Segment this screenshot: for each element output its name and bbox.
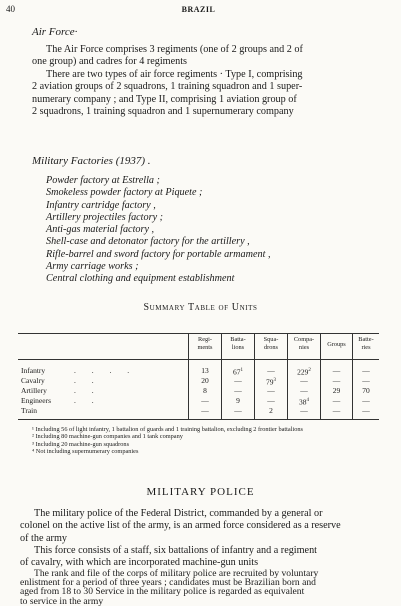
table-cell	[189, 407, 221, 415]
row-label: Engineers	[21, 396, 51, 405]
footnote: ³ Including 20 machine-gun squadrons	[32, 440, 130, 448]
column-header-line: drons	[264, 343, 278, 351]
table-cell	[321, 407, 352, 415]
list-item: Rifle-barrel and sword factory for portable armament ,	[46, 248, 271, 260]
text-line: to service in the army	[20, 596, 104, 606]
footnote-marker: 3	[273, 378, 276, 383]
list-item: Army carriage works ;	[46, 261, 139, 273]
text-line: one group) and cadres for 4 regiments	[32, 56, 188, 68]
text-line: This force consists of a staff, six battalions of infantry and a regiment	[34, 545, 318, 556]
table-cell	[288, 387, 320, 395]
column-header-batteries	[353, 336, 379, 351]
air-force-heading: Air Force·	[32, 26, 78, 38]
footnote-marker: 2	[308, 368, 311, 373]
leader-dots: . . . .	[74, 366, 137, 375]
cell-value: —	[201, 406, 209, 415]
military-police-paragraph-2	[20, 545, 388, 570]
cell-value: 29	[332, 386, 341, 395]
table-cell	[321, 367, 352, 375]
list-item: Central clothing and equipment establishment	[46, 273, 235, 285]
cell-value: —	[234, 406, 242, 415]
military-factories-heading: Military Factories (1937) .	[32, 155, 151, 167]
table-rule-header	[18, 359, 379, 360]
row-label: Infantry	[21, 366, 46, 375]
column-header-line: Batta-	[230, 336, 246, 343]
list-item: Anti-gas material factory ,	[46, 224, 155, 236]
air-force-paragraph-1	[32, 44, 390, 69]
military-police-heading: MILITARY POLICE	[146, 486, 255, 498]
cell-value: —	[201, 396, 209, 405]
table-cell	[189, 367, 221, 375]
table-cell	[255, 407, 287, 415]
table-cell	[255, 397, 287, 405]
cell-value: 9	[236, 396, 240, 405]
text-line: 2 aviation groups of 2 squadrons, 1 training squadron and 1 super-	[32, 81, 303, 93]
text-line: 2 squadrons, 1 training squadron and 1 supernumerary company	[32, 105, 294, 117]
leader-dots: . .	[74, 396, 101, 405]
table-cell	[353, 407, 379, 415]
table-cell	[353, 387, 379, 395]
table-footnotes	[32, 426, 387, 456]
column-header-squadrons	[255, 336, 287, 351]
leader-dots: . .	[74, 386, 101, 395]
column-header-line: nies	[298, 343, 310, 351]
column-header-companies	[288, 336, 320, 351]
page-number: 40	[6, 4, 15, 14]
cell-value: —	[332, 376, 341, 385]
leader-dots: . .	[74, 376, 101, 385]
cell-value: —	[267, 366, 275, 375]
row-label: Train	[21, 406, 37, 415]
row-label: Cavalry	[21, 376, 45, 385]
text-line: enlistment for a period of three years ; candidates must be Brazilian born and	[20, 578, 316, 588]
cell-value: —	[267, 386, 275, 395]
footnote: ² Including 80 machine-gun companies and 1 tank company	[32, 433, 183, 441]
text-line: The military police of the Federal District, commanded by a general or	[34, 508, 323, 519]
column-header-battalions	[222, 336, 254, 351]
cell-value: —	[300, 406, 308, 415]
column-header-line: Regi-	[198, 336, 212, 343]
cell-value: —	[300, 376, 308, 385]
text-line: The Air Force comprises 3 regiments (one of 2 groups and 2 of	[46, 44, 303, 55]
row-label: Artillery	[21, 386, 47, 395]
cell-value: —	[332, 406, 341, 415]
cell-value: 229	[297, 367, 309, 377]
table-cell	[189, 377, 221, 385]
cell-value: —	[300, 386, 308, 395]
table-cell	[222, 397, 254, 405]
table-cell	[321, 387, 352, 395]
table-cell	[189, 387, 221, 395]
cell-value: —	[362, 366, 370, 375]
table-cell	[222, 387, 254, 395]
table-cell	[353, 367, 379, 375]
cell-value: —	[362, 396, 370, 405]
table-cell	[255, 367, 287, 375]
cell-value: 8	[203, 386, 207, 395]
table-cell	[353, 377, 379, 385]
table-cell	[222, 377, 254, 385]
factory-list	[46, 175, 376, 286]
text-line: aged from 18 to 30 Service in the military police is regarded as equivalent	[20, 587, 305, 597]
column-header-regiments	[189, 336, 221, 351]
summary-table	[18, 333, 379, 419]
table-cell	[288, 377, 320, 385]
text-line: There are two types of air force regiments · Type I, comprising	[46, 69, 303, 80]
table-cell	[255, 387, 287, 395]
column-header-line: lions	[231, 343, 245, 351]
table-cell	[321, 397, 352, 405]
cell-value: —	[362, 406, 370, 415]
table-cell	[321, 377, 352, 385]
table-title: Summary Table of Units	[143, 302, 258, 313]
cell-value: 79	[266, 377, 274, 387]
footnote-marker: 4	[306, 398, 309, 403]
table-cell	[189, 397, 221, 405]
table-cell	[222, 407, 254, 415]
page-header	[6, 4, 391, 16]
footnote-marker: 1	[240, 368, 243, 373]
text-line: numerary company ; and Type II, comprising 1 aviation group of	[32, 93, 297, 105]
column-header-line: Squa-	[263, 336, 279, 343]
column-header-line: Groups	[327, 341, 346, 348]
column-header-line: ries	[361, 343, 371, 351]
list-item: Shell-case and detonator factory for the artillery ,	[46, 236, 250, 248]
cell-value: 13	[201, 366, 209, 375]
list-item: Powder factory at Estrella ;	[46, 175, 160, 186]
cell-value: —	[362, 376, 370, 385]
text-line: of cavalry, with which are incorporated machine-gun units	[20, 557, 259, 569]
cell-value: —	[267, 396, 275, 405]
footnote: ⁴ Not including supernumerary companies	[32, 448, 139, 456]
running-head: BRAZIL	[181, 5, 216, 14]
list-item: Artillery projectiles factory ;	[46, 211, 164, 223]
table-cell	[288, 407, 320, 415]
column-header-line: Compa-	[293, 336, 315, 343]
list-item: Infantry cartridge factory ,	[46, 199, 156, 211]
table-rule-bottom	[18, 419, 379, 420]
cell-value: —	[234, 386, 242, 395]
text-line: colonel on the active list of the army, is an armed force considered as a reserve	[20, 520, 341, 532]
cell-value: 20	[201, 376, 209, 385]
column-header-line: ments	[197, 343, 213, 351]
military-police-paragraph-1	[20, 508, 388, 545]
table-cell	[353, 397, 379, 405]
footnote: ¹ Including 56 of light infantry, 1 battalion of guards and 1 training battalion, excluding 2 frontier battalions	[32, 426, 303, 433]
military-police-paragraph-3	[20, 569, 388, 606]
table-rule-top	[18, 333, 379, 334]
cell-value: —	[332, 366, 341, 375]
cell-value: —	[234, 376, 242, 385]
list-item: Smokeless powder factory at Piquete ;	[46, 187, 203, 199]
text-line: The rank and file of the corps of military police are recruited by voluntary	[34, 569, 319, 579]
cell-value: 38	[299, 397, 307, 407]
cell-value: 70	[362, 386, 370, 395]
cell-value: 67	[233, 367, 241, 377]
air-force-paragraph-2	[32, 69, 390, 118]
cell-value: —	[332, 396, 341, 405]
column-header-line: Batte-	[358, 336, 374, 343]
column-header-groups	[321, 341, 352, 349]
cell-value: 2	[269, 406, 273, 415]
text-line: of the army	[20, 532, 67, 544]
